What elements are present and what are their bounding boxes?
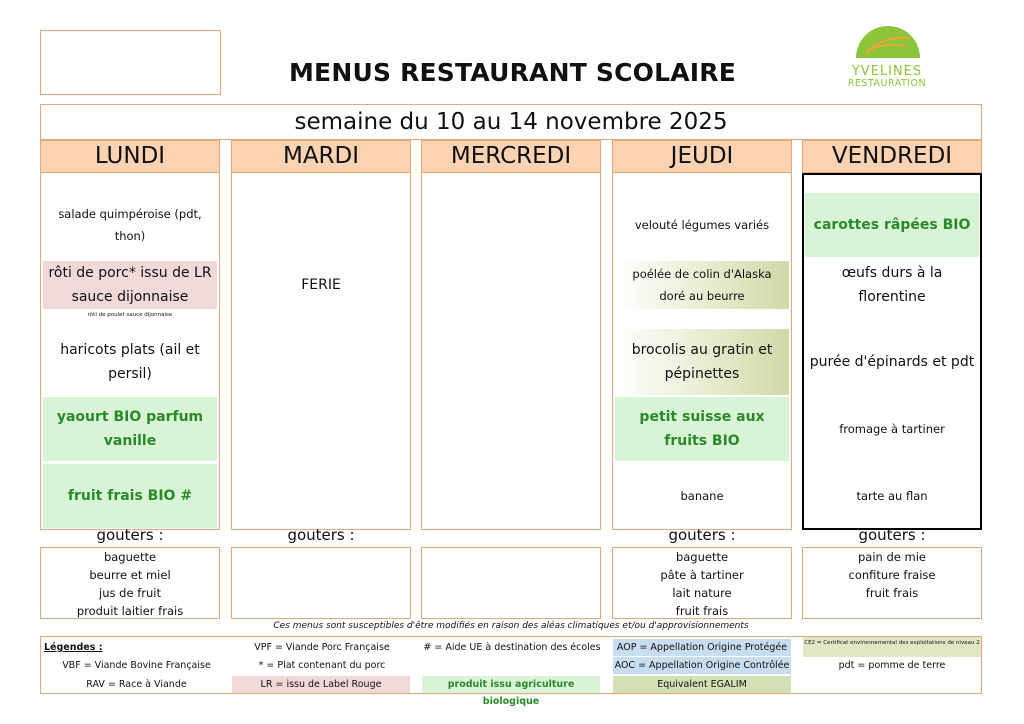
day-body-jeudi [612,173,792,530]
gouter-item: pain de mie [858,550,926,564]
gouter-item: produit laitier frais [76,604,184,618]
menu-starter: salade quimpéroise (pdt, thon) [58,207,202,243]
legend-bio: produit issu agriculture biologique [422,676,600,693]
brand-leaf-icon [860,28,916,58]
menu-main-alternative: rôti de poulet sauce dijonnaise [87,312,173,318]
brand-logo [832,22,942,92]
friday-highlight-frame [802,173,982,530]
day-header-mardi: MARDI [231,140,411,173]
gouter-box-jeudi [612,547,792,619]
legend-ue: # = Aide UE à destination des écoles [423,642,601,653]
day-header-mercredi: MERCREDI [421,140,601,173]
menu-main: rôti de porc* issu de LR sauce dijonnaise [43,261,217,309]
menu-main: poélée de colin d'Alaska doré au beurre [615,261,789,309]
day-column-jeudi [612,140,792,530]
legend-aoc: AOC = Appellation Origine Contrôlée [613,657,791,674]
legend-pdt: pdt = pomme de terre [838,660,946,671]
legend-egalim: Equivalent EGALIM [613,676,791,693]
brand-name: YVELINES [851,64,923,79]
menu-side: brocolis au gratin et pépinettes [615,329,789,395]
logo-placeholder-box [40,30,221,95]
gouter-item: jus de fruit [99,586,161,600]
menu-dessert: banane [680,489,724,503]
day-header-lundi: LUNDI [40,140,220,173]
legend-aop: AOP = Appellation Origine Protégée [613,639,791,656]
menu-main: œufs durs à la florentine [841,265,943,305]
day-header-vendredi: VENDREDI [802,140,982,173]
gouter-item: baguette [103,550,157,564]
page-title: MENUS RESTAURANT SCOLAIRE [288,58,736,87]
gouter-item: fruit frais [675,604,729,618]
day-column-lundi [40,140,220,530]
day-header-jeudi: JEUDI [612,140,792,173]
legend-box [40,636,982,707]
gouter-label-vendredi: gouters : [858,526,926,544]
legend-ce2: CE2 = Certificat environnemental des exploitations de niveau 2 [803,637,981,657]
menu-side: purée d'épinards et pdt [809,354,975,370]
menu-disclaimer: Ces menus sont susceptibles d'être modifiés en raison des aléas climatiques et/ou d'approvisionnements [273,621,749,631]
legend-vbf: VBF = Viande Bovine Française [62,660,211,671]
legend-vpf: VPF = Viande Porc Française [254,642,390,653]
legend-title: Légendes : [44,642,103,653]
legend-rav: RAV = Race à Viande [86,679,187,690]
gouter-item: pâte à tartiner [660,568,744,582]
gouter-box-vendredi [802,547,982,619]
day-column-mardi [231,140,411,530]
menu-dairy: yaourt BIO parfum vanille [43,397,217,461]
week-title: semaine du 10 au 14 novembre 2025 [40,104,982,140]
menu-side: haricots plats (ail et persil) [60,342,200,382]
day-column-mercredi [421,140,601,530]
gouter-item: lait nature [672,586,732,600]
gouter-item: fruit frais [865,586,919,600]
menu-starter: velouté légumes variés [634,218,770,232]
menu-starter: carottes râpées BIO [805,193,979,257]
gouter-item: beurre et miel [89,568,171,582]
gouter-label-mardi: gouters : [287,526,355,544]
menu-dessert: tarte au flan [856,489,928,503]
menu-dairy: petit suisse aux fruits BIO [615,397,789,461]
gouter-box-lundi [40,547,220,619]
menu-holiday: FERIE [301,277,341,293]
gouter-item: confiture fraise [848,568,936,582]
gouter-label-lundi: gouters : [96,526,164,544]
menu-dessert: fruit frais BIO # [43,464,217,528]
gouter-item: baguette [675,550,729,564]
gouter-box-mardi [231,547,411,619]
day-body-mercredi [421,173,601,530]
legend-lr: LR = issu de Label Rouge [232,676,410,693]
brand-subtitle: RESTAURATION [847,78,927,89]
legend-porc: * = Plat contenant du porc [258,660,386,671]
day-body-mardi [231,173,411,530]
gouter-box-mercredi [421,547,601,619]
day-body-lundi [40,173,220,530]
menu-dairy: fromage à tartiner [839,422,945,436]
gouter-label-jeudi: gouters : [668,526,736,544]
